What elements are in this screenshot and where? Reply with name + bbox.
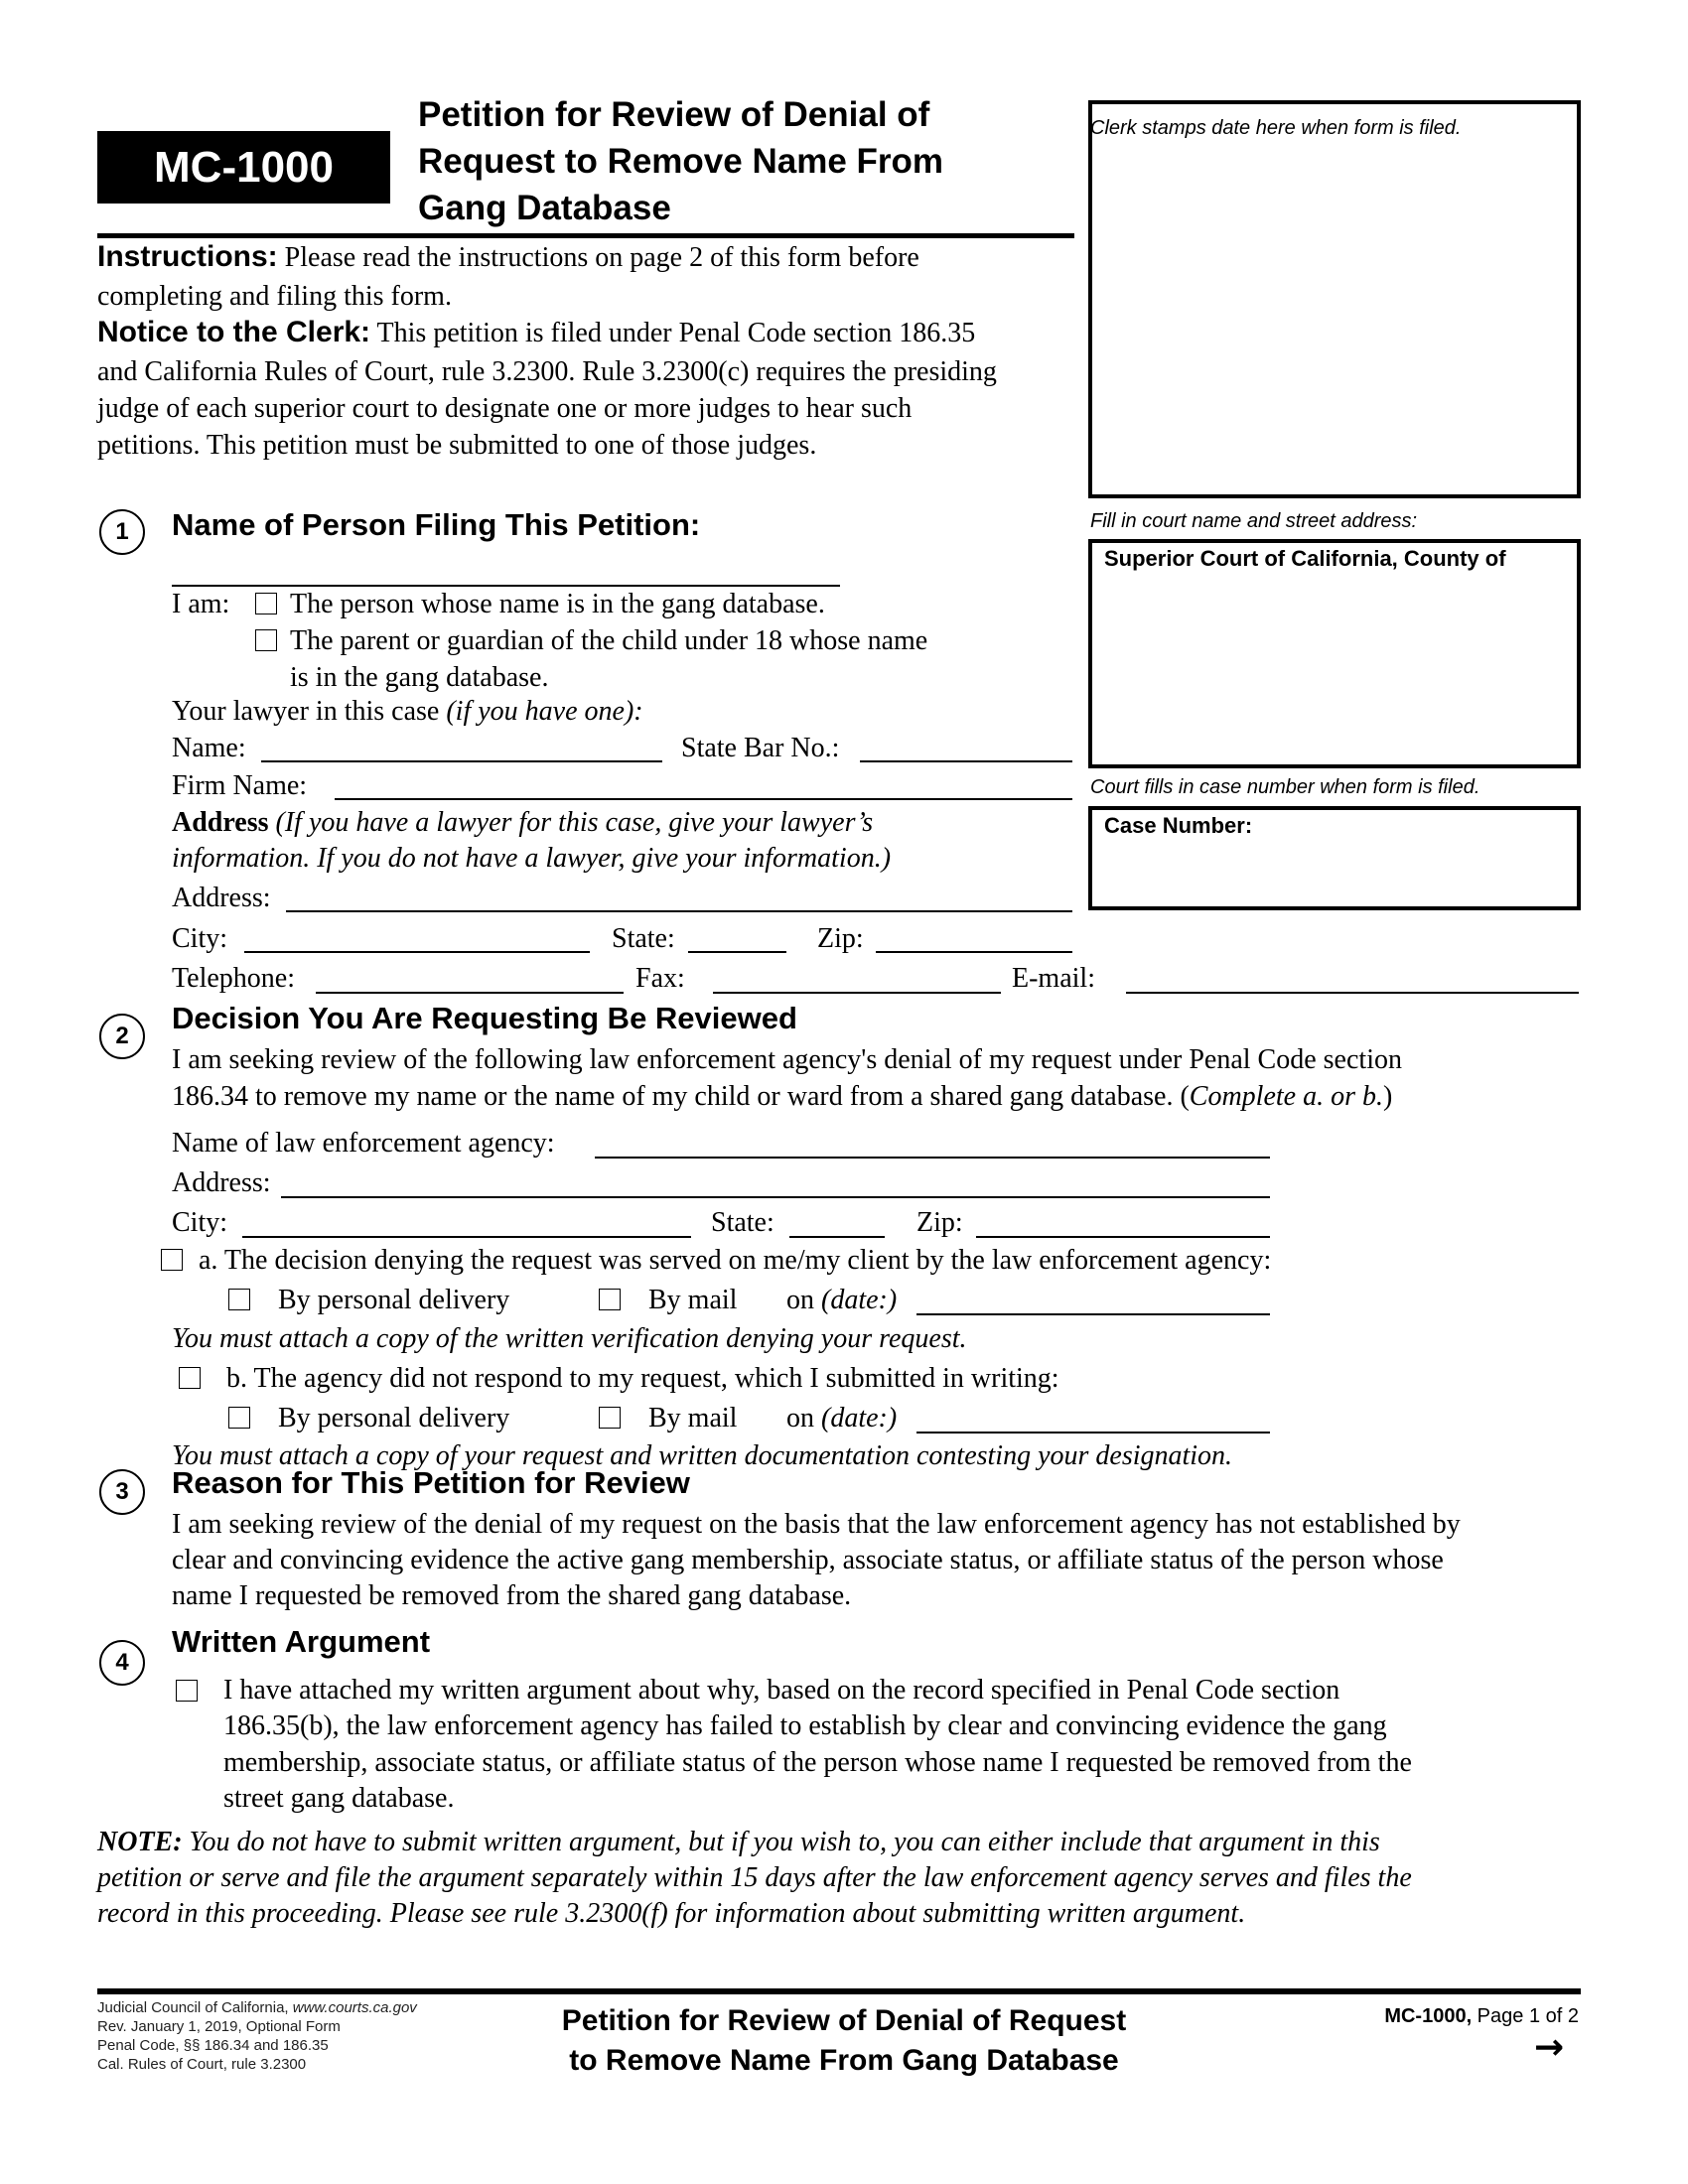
section-4-number: 4 — [99, 1640, 145, 1686]
option-b-label: b. The agency did not respond to my request, which I submitted in writing: — [226, 1363, 1059, 1394]
agency-address-label: Address: — [172, 1167, 271, 1198]
firm-name-field[interactable] — [335, 798, 1072, 800]
option-b-note: You must attach a copy of your request and written documentation contesting your designation. — [172, 1440, 1233, 1471]
state-bar-label: State Bar No.: — [681, 733, 840, 763]
notice-line3: judge of each superior court to designate one or more judges to hear such — [97, 393, 913, 424]
agency-address-field[interactable] — [281, 1196, 1270, 1198]
zip-label: Zip: — [817, 923, 864, 954]
option-parent-guardian-cont: is in the gang database. — [290, 662, 549, 693]
email-label: E-mail: — [1012, 963, 1095, 994]
courts-website-link[interactable]: www.courts.ca.gov — [292, 1999, 417, 2016]
note-line3: record in this proceeding. Please see rule 3.2300(f) for information about submitting written argument. — [97, 1898, 1246, 1929]
b-date-field[interactable] — [916, 1432, 1270, 1433]
agency-state-field[interactable] — [789, 1236, 885, 1238]
section-3-body-line1: I am seeking review of the denial of my request on the basis that the law enforcement agency has not established by — [172, 1509, 1461, 1540]
lawyer-name-label: Name: — [172, 733, 246, 763]
section-4-body-line4: street gang database. — [223, 1783, 455, 1814]
case-number-label: Case Number: — [1104, 813, 1253, 838]
footer-rule — [97, 1988, 1581, 1994]
title-line: Request to Remove Name From — [418, 142, 944, 181]
footer-title-line2: to Remove Name From Gang Database — [569, 2044, 1119, 2077]
agency-name-label: Name of law enforcement agency: — [172, 1128, 555, 1159]
section-4-body-line1: I have attached my written argument about why, based on the record specified in Penal Code section — [223, 1675, 1340, 1706]
agency-zip-field[interactable] — [976, 1236, 1270, 1238]
firm-name-label: Firm Name: — [172, 770, 308, 801]
b-by-mail-label: By mail — [648, 1403, 738, 1433]
agency-city-label: City: — [172, 1207, 228, 1238]
b-date-label: on (date:) — [786, 1403, 898, 1433]
a-date-label: on (date:) — [786, 1285, 898, 1315]
section-2-body-line2: 186.34 to remove my name or the name of my child or ward from a shared gang database. (Complete a. or b.) — [172, 1081, 1393, 1112]
lawyer-label: Your lawyer in this case (if you have one): — [172, 696, 643, 727]
section-3-heading: Reason for This Petition for Review — [172, 1465, 690, 1500]
next-page-arrow-icon[interactable]: → — [1534, 2027, 1565, 2068]
footer-rules: Cal. Rules of Court, rule 3.2300 — [97, 2056, 307, 2073]
email-field[interactable] — [1126, 992, 1579, 994]
instructions — [97, 238, 919, 276]
agency-zip-label: Zip: — [916, 1207, 963, 1238]
city-label: City: — [172, 923, 228, 954]
telephone-label: Telephone: — [172, 963, 295, 994]
agency-state-label: State: — [711, 1207, 774, 1238]
footer-publisher: Judicial Council of California, www.courts.ca.gov — [97, 1999, 417, 2016]
option-a-note: You must attach a copy of the written verification denying your request. — [172, 1323, 967, 1354]
form-title — [418, 91, 943, 231]
address-field[interactable] — [286, 910, 1072, 912]
address-label: Address: — [172, 883, 271, 913]
note-line2: petition or serve and file the argument separately within 15 days after the law enforcement agency serves and files the — [97, 1862, 1412, 1893]
fax-field[interactable] — [713, 992, 1001, 994]
notice-to-clerk — [97, 314, 975, 351]
a-personal-delivery-label: By personal delivery — [278, 1285, 510, 1315]
option-a-label: a. The decision denying the request was served on me/my client by the law enforcement agency: — [199, 1245, 1272, 1276]
court-name-heading: Superior Court of California, County of — [1104, 546, 1506, 571]
court-address-field[interactable] — [1088, 539, 1581, 768]
checkbox-option-a[interactable] — [161, 1249, 183, 1271]
lawyer-name-field[interactable] — [261, 760, 662, 762]
section-3-body-line3: name I requested be removed from the shared gang database. — [172, 1580, 852, 1611]
court-address-label: Fill in court name and street address: — [1090, 510, 1418, 532]
agency-city-field[interactable] — [242, 1236, 691, 1238]
footer-title-line1: Petition for Review of Denial of Request — [561, 2004, 1127, 2037]
footer-revision: Rev. January 1, 2019, Optional Form — [97, 2018, 341, 2035]
clerk-stamp-label: Clerk stamps date here when form is filed. — [1090, 117, 1462, 139]
section-1-heading: Name of Person Filing This Petition: — [172, 507, 701, 542]
page-indicator: MC-1000, Page 1 of 2 — [1384, 2005, 1579, 2027]
option-person-in-database: The person whose name is in the gang database. — [290, 589, 825, 619]
checkbox-a-by-mail[interactable] — [599, 1289, 621, 1310]
form-id: MC-1000 — [154, 142, 334, 192]
checkbox-person-in-database[interactable] — [255, 593, 277, 614]
footer-title — [467, 2001, 1221, 2081]
section-2-number: 2 — [99, 1014, 145, 1059]
checkbox-b-personal-delivery[interactable] — [228, 1407, 250, 1429]
checkbox-b-by-mail[interactable] — [599, 1407, 621, 1429]
notice-line4: petitions. This petition must be submitted to one of those judges. — [97, 430, 817, 461]
section-4-heading: Written Argument — [172, 1624, 431, 1659]
section-4-body-line3: membership, associate status, or affiliate status of the person whose name I requested be removed from the — [223, 1747, 1412, 1778]
agency-name-field[interactable] — [595, 1157, 1270, 1159]
option-parent-guardian: The parent or guardian of the child under 18 whose name — [290, 625, 928, 656]
clerk-stamp-box — [1088, 100, 1581, 498]
checkbox-written-argument[interactable] — [176, 1680, 198, 1702]
note-line1: NOTE: You do not have to submit written argument, but if you wish to, you can either include that argument in this — [97, 1827, 1380, 1857]
checkbox-option-b[interactable] — [179, 1367, 201, 1389]
fax-label: Fax: — [635, 963, 685, 994]
zip-field[interactable] — [876, 951, 1072, 953]
checkbox-a-personal-delivery[interactable] — [228, 1289, 250, 1310]
address-instruction-cont: information. If you do not have a lawyer, give your information.) — [172, 843, 892, 874]
b-personal-delivery-label: By personal delivery — [278, 1403, 510, 1433]
instructions-label: Instructions: — [97, 240, 278, 273]
notice-label: Notice to the Clerk: — [97, 316, 371, 348]
notice-text: This petition is filed under Penal Code section 186.35 — [370, 318, 976, 348]
section-1-number: 1 — [99, 509, 145, 555]
title-line: Petition for Review of Denial of — [418, 95, 930, 134]
i-am-label: I am: — [172, 589, 230, 619]
telephone-field[interactable] — [316, 992, 624, 994]
form-id-badge — [97, 131, 390, 204]
section-3-body-line2: clear and convincing evidence the active gang membership, associate status, or affiliate status of the person whose — [172, 1545, 1444, 1575]
case-number-hint: Court fills in case number when form is filed. — [1090, 776, 1480, 798]
a-by-mail-label: By mail — [648, 1285, 738, 1315]
city-field[interactable] — [244, 951, 590, 953]
instructions-text: Please read the instructions on page 2 of this form before — [277, 242, 919, 273]
state-bar-field[interactable] — [860, 760, 1072, 762]
checkbox-parent-guardian[interactable] — [255, 629, 277, 651]
title-line: Gang Database — [418, 189, 671, 227]
section-2-body-line1: I am seeking review of the following law enforcement agency's denial of my request under Penal Code section — [172, 1044, 1402, 1075]
address-instruction: Address (If you have a lawyer for this case, give your lawyer’s — [172, 807, 874, 838]
section-2-heading: Decision You Are Requesting Be Reviewed — [172, 1001, 797, 1035]
footer-penal-code: Penal Code, §§ 186.34 and 186.35 — [97, 2037, 329, 2054]
instructions-line2: completing and filing this form. — [97, 281, 452, 312]
notice-line2: and California Rules of Court, rule 3.2300. Rule 3.2300(c) requires the presiding — [97, 356, 997, 387]
state-field[interactable] — [688, 951, 786, 953]
section-4-body-line2: 186.35(b), the law enforcement agency has failed to establish by clear and convincing evidence the gang — [223, 1710, 1387, 1741]
a-date-field[interactable] — [916, 1313, 1270, 1315]
section-3-number: 3 — [99, 1469, 145, 1515]
state-label: State: — [612, 923, 675, 954]
